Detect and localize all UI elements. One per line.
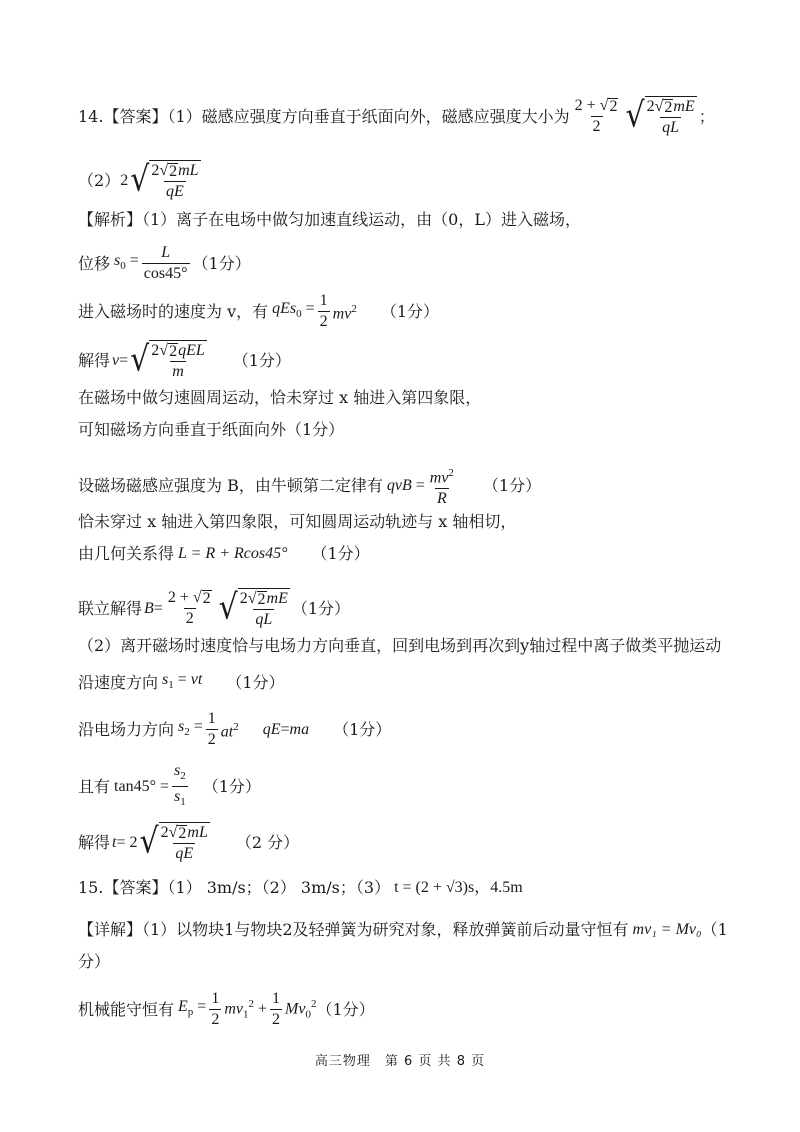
score: （1分） (226, 672, 285, 692)
q14-tangent-line: 恰未穿过 x 轴进入第四象限，可知圆周运动轨迹与 x 轴相切， (78, 512, 517, 531)
page-footer: 高三物理 第 6 页 共 8 页 (314, 1054, 486, 1069)
q14-along-f-line: 沿电场力方向 $s_2$ = $\frac{1}{2}$ $at^2$ qE = ma （1分） (78, 710, 392, 748)
score: （1分） (232, 350, 291, 370)
q14-combine-line: 联立解得 B = 2 + √ 2 2 √ 2 √ 2 mE qL （1分） (78, 587, 351, 628)
score: （1分） (333, 719, 392, 739)
q14-along-v-line: 沿速度方向 $s_1$ = vt （1分） (78, 671, 285, 692)
q15-answer: 15.【答案】（1） 3m/s；（2） 3m/s；（3） (78, 878, 391, 897)
q14-tan-line: 且有 tan45° = $\frac{s_2}{s_1}$ （1分） (78, 762, 261, 811)
speed-text: 进入磁场时的速度为 v，有 (78, 301, 269, 321)
q14-frac-2-sqrt2-over-2: 2 + √ 2 2 (574, 97, 618, 135)
q14-setB-line: 设磁场磁感应强度为 B，由牛顿第二定律有 qvB = $\frac{mv^2}{R}$ （1分） (78, 467, 542, 508)
score: （1分） (192, 253, 251, 273)
q14-solve-v-line: 解得 v = √ 2 √ 2 qEL m （1分） (78, 339, 291, 380)
and-has: 且有 (78, 776, 111, 796)
q15-detail-cont: 分） (78, 952, 111, 971)
along-v-text: 沿速度方向 (78, 672, 159, 692)
q14-circular-line: 在磁场中做匀速圆周运动，恰未穿过 x 轴进入第四象限， (78, 388, 482, 407)
q14-displacement-line: 位移 $s_0$ = $\frac{L}{\cos 45^\circ}$ （1分） (78, 244, 251, 282)
q14-geometry-line (78, 544, 370, 564)
combine-text: 联立解得 (78, 598, 143, 618)
score2: （2 分） (235, 832, 300, 852)
score: （1分） (482, 476, 542, 496)
q14-analysis-head: 【解析】（1）离子在电场中做匀加速直线运动，由（0，L）进入磁场， (78, 210, 581, 229)
score: （1分） (311, 544, 370, 563)
q15-answer-line (78, 878, 523, 898)
q15-energy: 机械能守恒有 (78, 999, 175, 1019)
q14-solve-t-line: 解得 t = 2 √ 2 √ 2 mL qE （2 分） (78, 821, 300, 862)
score: （1分） (202, 776, 261, 796)
solve-v: 解得 (78, 350, 111, 370)
score: （1分） (380, 301, 440, 321)
q14-direction-line: 可知磁场方向垂直于纸面向外（1分） (78, 420, 345, 439)
disp-label: 位移 (78, 253, 111, 273)
score: （1分） (291, 598, 351, 618)
solve-t: 解得 (78, 832, 111, 852)
q14-answer2-line: （2） 2 √ 2 √ 2 mL qE (78, 159, 199, 200)
q15-detail-line (78, 920, 728, 940)
q14-answer-tail: ； (698, 106, 715, 126)
q14-sqrt-B: √ 2 √ 2 mE qL (625, 95, 695, 136)
geometry-eq: L = R + Rcos45° (178, 545, 288, 562)
q14-part2-line: （2）离开磁场时速度恰与电场力方向垂直，回到电场到再次到y轴过程中离子做类平抛运动 (78, 636, 722, 655)
along-f-text: 沿电场力方向 (78, 719, 175, 739)
q14-answer2-label: （2） (78, 170, 121, 190)
q15-detail-eq: mv₁ = Mv₀ (632, 921, 702, 938)
q15-detail-tail: （1 (701, 920, 728, 939)
q15-energy-line: 机械能守恒有 $E_p$ = $\frac{1}{2}$ $mv_1^2$ + $\frac{1}{2}$ $Mv_0^2$ （1分） (78, 990, 375, 1028)
q14-sqrt-t: √ 2 √ 2 mL qE (130, 159, 199, 200)
q15-detail: 【详解】（1）以物块1与物块2及轻弹簧为研究对象，释放弹簧前后动量守恒有 (78, 920, 629, 939)
score: （1分） (316, 999, 375, 1019)
setB-text: 设磁场磁感应强度为 B，由牛顿第二定律有 (78, 476, 383, 496)
q15-answer-t: t = (2 + √3)s，4.5m (394, 879, 523, 896)
geometry-text: 由几何关系得 (78, 544, 175, 563)
q14-answer-line (78, 96, 715, 137)
q14-speed-line: 进入磁场时的速度为 v，有 qEs$_0$ = $\frac{1}{2}$ $mv^2$ （1分） (78, 292, 440, 330)
q14-answer-head: 14.【答案】（1）磁感应强度方向垂直于纸面向外，磁感应强度大小为 (78, 106, 570, 126)
